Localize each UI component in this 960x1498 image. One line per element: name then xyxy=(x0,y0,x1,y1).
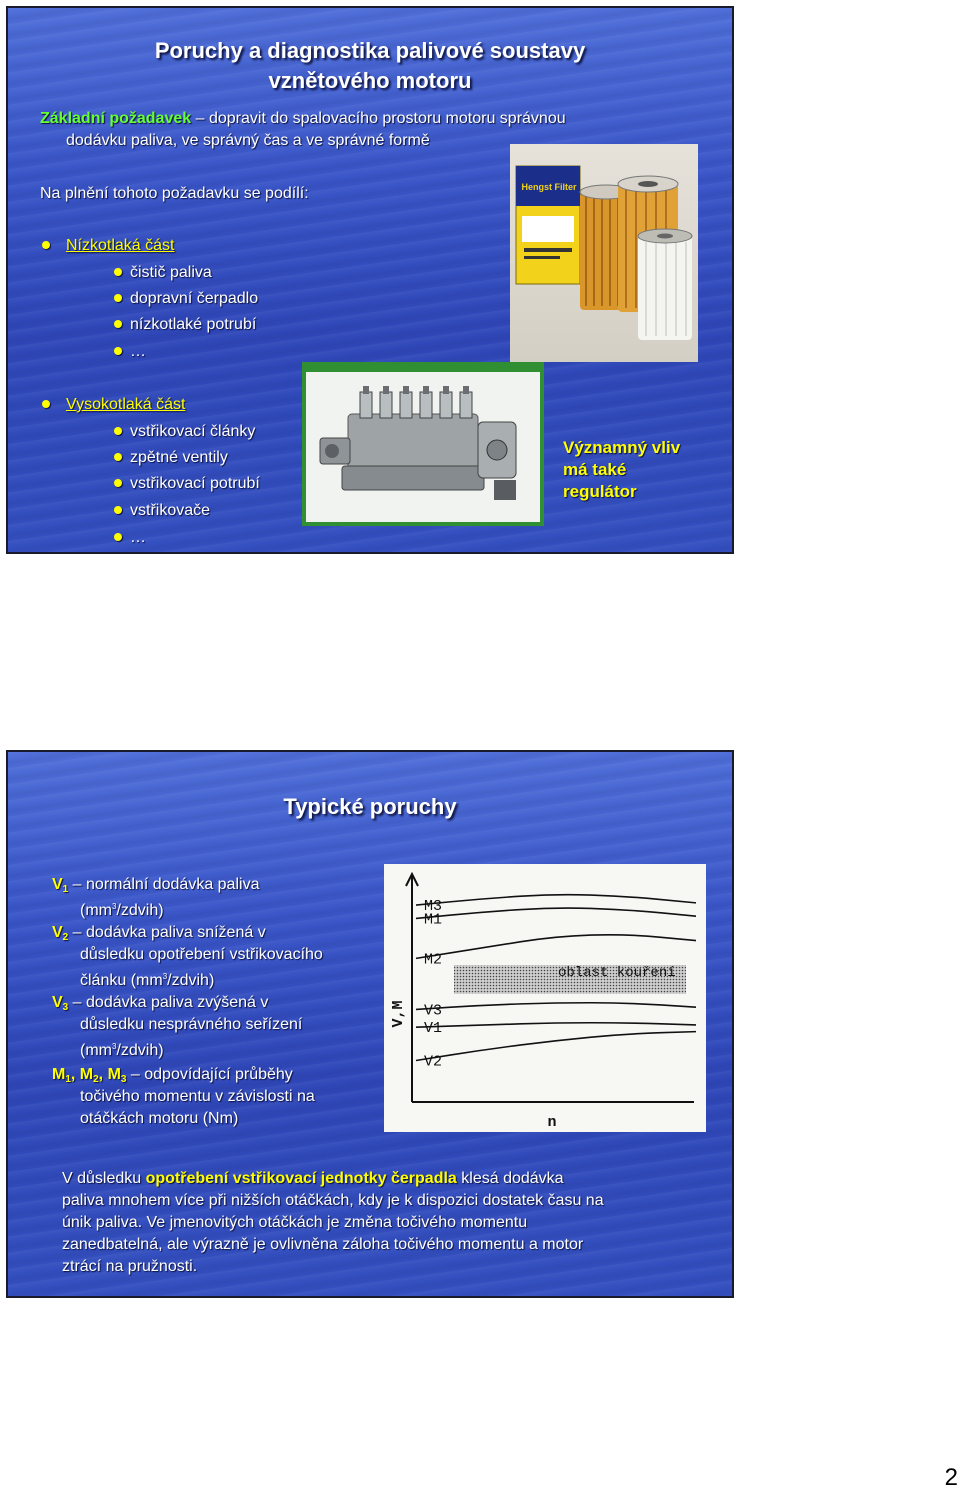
m-sep2: , xyxy=(98,1066,108,1083)
injection-pump-illustration xyxy=(302,362,544,526)
m3-index: 3 xyxy=(120,1074,127,1085)
paragraph-line2: paliva mnohem více při nižších otáčkách, kdy je k dispozici dostatek času na xyxy=(62,1192,604,1209)
high-pressure-item: zpětné ventily xyxy=(130,449,228,466)
v3-text3: (mm xyxy=(80,1042,112,1059)
paragraph-line1 xyxy=(62,1168,564,1190)
high-pressure-item: vstřikovací potrubí xyxy=(130,475,260,492)
curve-label-m1: M1 xyxy=(424,911,443,929)
low-pressure-item: … xyxy=(130,343,146,360)
v3-line3 xyxy=(80,1036,164,1062)
regulator-note-line3: regulátor xyxy=(563,482,637,501)
requirement-label: Základní požadavek xyxy=(40,110,192,127)
fuel-filter-illustration xyxy=(510,144,698,362)
v3-index: 3 xyxy=(62,1002,69,1013)
share-intro: Na plnění tohoto požadavku se podílí: xyxy=(40,185,309,202)
high-pressure-item: vstřikovače xyxy=(130,502,211,519)
paragraph-p1: V důsledku xyxy=(62,1170,146,1187)
low-pressure-item: nízkotlaké potrubí xyxy=(130,316,257,333)
injection-pump-photo xyxy=(302,362,544,526)
v2-text4: /zdvih) xyxy=(167,972,215,989)
m-sep1: , xyxy=(70,1066,80,1083)
regulator-note-line2: má také xyxy=(563,460,627,479)
characteristics-chart xyxy=(384,864,706,1132)
m-line2: točivého momentu v závislosti na xyxy=(80,1088,315,1105)
filter-brand: Hengst Filter xyxy=(521,182,577,192)
v2-index: 2 xyxy=(62,932,69,943)
requirement-line2: dodávku paliva, ve správný čas a ve správné formě xyxy=(66,132,430,149)
slide-2 xyxy=(6,750,734,1298)
paragraph-line5: ztrácí na pružnosti. xyxy=(62,1258,198,1275)
page-number: 2 xyxy=(944,1464,958,1491)
curve-m3 xyxy=(416,895,696,905)
m3-symbol: M xyxy=(107,1066,121,1083)
v3-text1: – dodávka paliva zvýšená v xyxy=(68,994,269,1011)
characteristics-chart-svg xyxy=(384,864,706,1132)
bullet-icon xyxy=(114,320,122,328)
paragraph-highlight: opotřebení vstřikovací jednotky čerpadla xyxy=(145,1170,457,1187)
low-pressure-heading: Nízkotlaká část xyxy=(66,237,175,254)
paragraph-line3: únik paliva. Ve jmenovitých otáčkách je změna točivého momentu xyxy=(62,1214,528,1231)
m-line3: otáčkách motoru (Nm) xyxy=(80,1110,239,1127)
bullet-icon xyxy=(42,241,50,249)
slide2-title: Typické poruchy xyxy=(283,794,457,819)
bullet-icon xyxy=(114,427,122,435)
curve-label-v3: V3 xyxy=(424,1002,443,1020)
curve-label-v1: V1 xyxy=(424,1020,443,1038)
v2-line2: důsledku opotřebení vstřikovacího xyxy=(80,946,323,963)
bullet-icon xyxy=(114,506,122,514)
v1-text3: /zdvih) xyxy=(116,902,164,919)
v3-symbol: V xyxy=(52,994,63,1011)
slide1-title-line1: Poruchy a diagnostika palivové soustavy xyxy=(154,38,586,63)
v2-symbol: V xyxy=(52,924,63,941)
m1-index: 1 xyxy=(65,1074,71,1085)
curve-m1 xyxy=(416,908,696,918)
curve-label-m2: M2 xyxy=(424,951,443,969)
bullet-icon xyxy=(114,347,122,355)
v3-line2: důsledku nesprávného seřízení xyxy=(80,1016,303,1033)
m2-symbol: M xyxy=(79,1066,94,1083)
curve-label-v2: V2 xyxy=(424,1053,443,1071)
low-pressure-item: dopravní čerpadlo xyxy=(130,290,259,307)
v1-text1: – normální dodávka paliva xyxy=(68,876,260,893)
curve-v3 xyxy=(416,1003,696,1010)
v1-sup: 3 xyxy=(111,902,117,911)
paragraph-line4: zanedbatelná, ale výrazně je ovlivněna záloha točivého momentu a motor xyxy=(62,1236,584,1253)
v2-text1: – dodávka paliva snížená v xyxy=(68,924,266,941)
regulator-note-line1: Významný vliv xyxy=(563,438,681,457)
v3-text4: /zdvih) xyxy=(116,1042,164,1059)
curve-v2 xyxy=(416,1032,696,1061)
v1-text2: (mm xyxy=(80,902,112,919)
y-axis-label: V,M xyxy=(390,1000,407,1028)
slide-1 xyxy=(6,6,734,554)
high-pressure-item: … xyxy=(130,529,146,546)
bullet-icon xyxy=(42,400,50,408)
m2-index: 2 xyxy=(93,1074,99,1085)
requirement-line1 xyxy=(40,108,566,130)
v3-sup: 3 xyxy=(111,1042,117,1051)
high-pressure-item: vstřikovací články xyxy=(130,423,256,440)
x-axis-label: n xyxy=(547,1114,557,1131)
smoke-region-label: oblast kouření xyxy=(558,965,676,981)
v2-text3: článku (mm xyxy=(80,972,163,989)
bullet-icon xyxy=(114,268,122,276)
m-text1: – odpovídající průběhy xyxy=(126,1066,293,1083)
paragraph-p2: klesá dodávka xyxy=(456,1170,564,1187)
fuel-filter-photo xyxy=(510,144,698,362)
bullet-icon xyxy=(114,453,122,461)
high-pressure-heading: Vysokotlaká část xyxy=(66,396,186,413)
curve-v1 xyxy=(416,1023,696,1027)
requirement-text1: – dopravit do spalovacího prostoru motoru správnou xyxy=(191,110,566,127)
curve-m2 xyxy=(416,935,696,959)
v2-sup: 3 xyxy=(162,972,168,981)
bullet-icon xyxy=(114,294,122,302)
low-pressure-item: čistič paliva xyxy=(130,264,212,281)
v1-symbol: V xyxy=(52,876,63,893)
curve-label-m3: M3 xyxy=(424,898,443,916)
bullet-icon xyxy=(114,479,122,487)
slide1-title-line2: vznětového motoru xyxy=(268,68,472,93)
bullet-icon xyxy=(114,533,122,541)
v1-index: 1 xyxy=(62,884,69,895)
v1-line2 xyxy=(80,896,164,922)
m1-symbol: M xyxy=(52,1066,66,1083)
v2-line3 xyxy=(80,966,214,992)
